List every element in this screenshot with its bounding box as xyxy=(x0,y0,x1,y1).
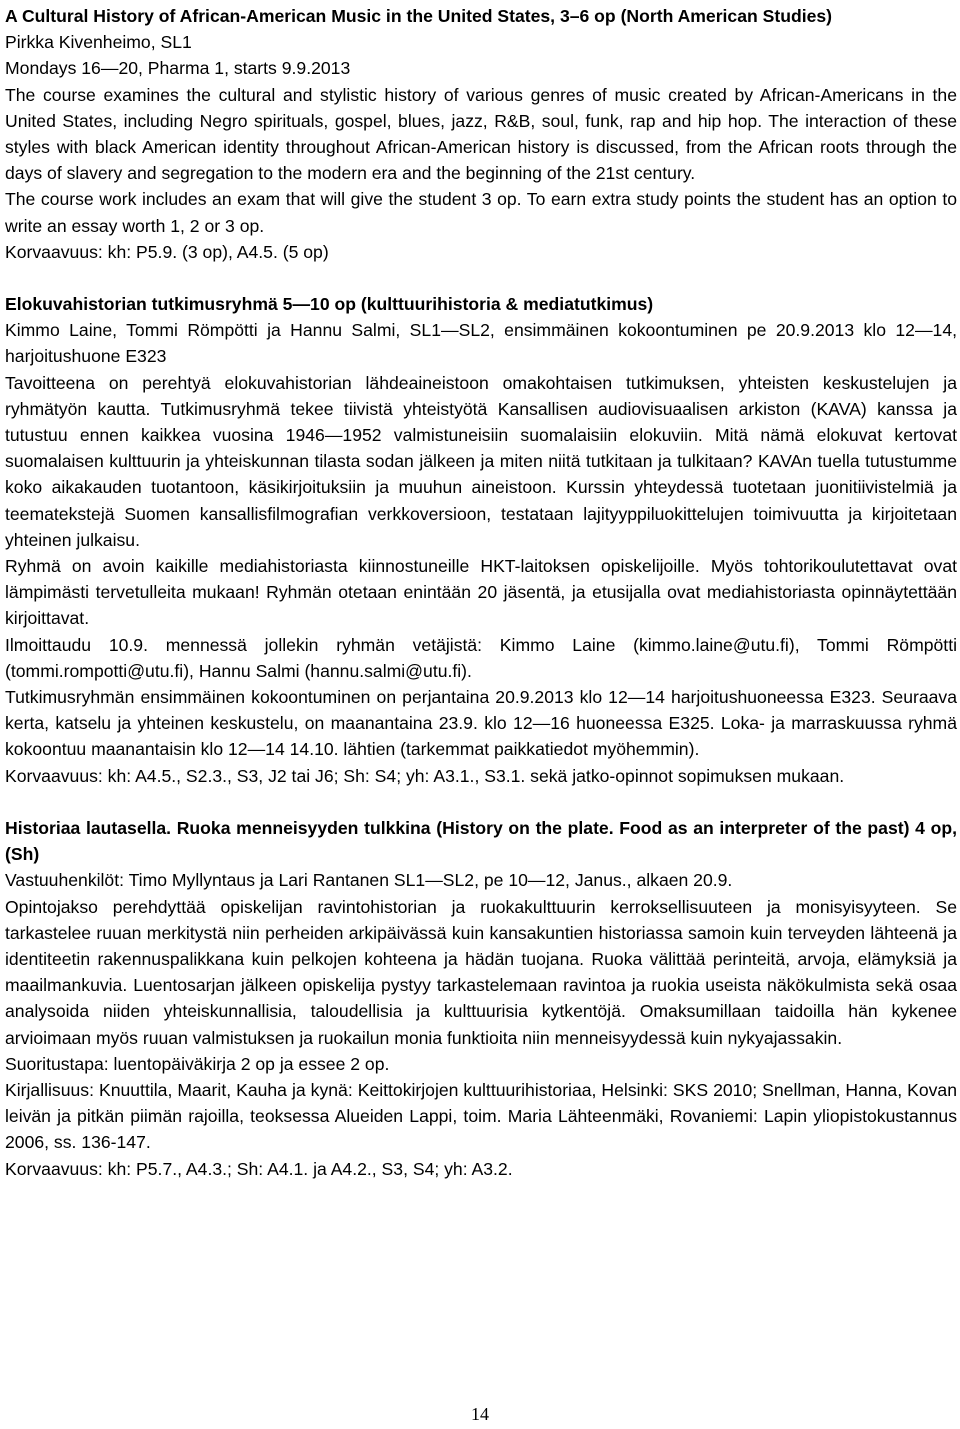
course-description: Tavoitteena on perehtyä elokuvahistorian lähdeaineistoon omakohtaisen tutkimuksen, yhteisten keskustelujen ja ryhmätyön kautta. Tutkimusryhmä tekee tiivistä yhteistyötä Kansallisen audiovisuaalisen arkiston (KAVA) kanssa ja tutustuu ennen kaikkea vuosina 1946—1952 valmistuneisiin suomalaisiin elokuviin. Mitä nämä elokuvat kertovat suomalaisen kulttuurin ja yhteiskunnan tilasta sodan jälkeen ja miten niitä tutkitaan ja tulkitaan? KAVAn tuella tutustumme koko aikakauden tuotantoon, käsikirjoituksiin ja muuhun aineistoon. Kurssin yhteydessä tuotetaan juonitiivistelmiä ja teematekstejä Suomen kansallisfilmografian verkkoversioon, testataan lajityyppiluokittelujen toimivuutta ja kirjoitetaan yhteinen julkaisu. xyxy=(5,372,957,550)
course-completion: Suoritustapa: luentopäiväkirja 2 op ja essee 2 op. xyxy=(5,1053,390,1074)
course-teachers-schedule: Kimmo Laine, Tommi Römpötti ja Hannu Salmi, SL1—SL2, ensimmäinen kokoontuminen pe 20.9.2013 klo 12—14, harjoitushuone E323 xyxy=(5,320,957,367)
course-title: Elokuvahistorian tutkimusryhmä 5—10 op (kulttuurihistoria & mediatutkimus) xyxy=(5,294,654,315)
page-number: 14 xyxy=(471,1404,489,1424)
course-history-on-the-plate xyxy=(5,815,957,1182)
document-page xyxy=(5,3,957,1182)
course-title: Historiaa lautasella. Ruoka menneisyyden tulkkina (History on the plate. Food as an interpreter of the past) 4 op, (Sh) xyxy=(5,817,957,865)
course-title: A Cultural History of African-American Music in the United States, 3–6 op (North American Studies) xyxy=(5,6,833,26)
course-equivalence: Korvaavuus: kh: A4.5., S2.3., S3, J2 tai J6; Sh: S4; yh: A3.1., S3.1. sekä jatko-opinnot sopimuksen mukaan. xyxy=(5,765,845,786)
course-literature: Kirjallisuus: Knuuttila, Maarit, Kauha ja kynä: Keittokirjojen kulttuurihistoriaa, Helsinki: SKS 2010; Snellman, Hanna, Kovan leivän ja pitkän piimän rajoilla, teoksessa Alueiden Lappi, toim. Maria Lähteenmäki, Rovaniemi: Lapin yliopistokustannus 2006, ss. 136-147. xyxy=(5,1079,957,1153)
course-schedule: Mondays 16—20, Pharma 1, starts 9.9.2013 xyxy=(5,58,351,79)
course-equivalence: Korvaavuus: kh: P5.7., A4.3.; Sh: A4.1. ja A4.2., S3, S4; yh: A3.2. xyxy=(5,1158,513,1179)
course-meetings: Tutkimusryhmän ensimmäinen kokoontuminen on perjantaina 20.9.2013 klo 12—14 harjoitushuoneessa E323. Seuraava kerta, katselu ja yhteinen keskustelu, on maanantaina 23.9. klo 12—16 huoneessa E325. Loka- ja marraskuussa ryhmä kokoontuu maanantaisin klo 12—14 14.10. lähtien (tarkemmat paikkatiedot myöhemmin). xyxy=(5,687,957,760)
course-equivalence: Korvaavuus: kh: P5.9. (3 op), A4.5. (5 op) xyxy=(5,241,329,262)
course-teachers-schedule: Vastuuhenkilöt: Timo Myllyntaus ja Lari Rantanen SL1—SL2, pe 10—12, Janus., alkaen 20.9. xyxy=(5,870,733,891)
course-teacher: Pirkka Kivenheimo, SL1 xyxy=(5,32,192,53)
course-film-history-group xyxy=(5,291,957,789)
course-african-american-music xyxy=(5,3,957,265)
course-audience: Ryhmä on avoin kaikille mediahistoriasta kiinnostuneille HKT-laitoksen opiskelijoille. Myös tohtorikoulutettavat ovat lämpimästi tervetulleita mukaan! Ryhmän otetaan enintään 20 jäsentä, ja etusijalla ovat mediahistoriasta opinnäytettään kirjoittavat. xyxy=(5,556,957,629)
course-registration: Ilmoittaudu 10.9. mennessä jollekin ryhmän vetäjistä: Kimmo Laine (kimmo.laine@utu.fi), Tommi Römpötti (tommi.rompotti@utu.fi), Hannu Salmi (hannu.salmi@utu.fi). xyxy=(5,634,957,681)
course-workload: The course work includes an exam that will give the student 3 op. To earn extra study points the student has an option to write an essay worth 1, 2 or 3 op. xyxy=(5,189,957,236)
course-description: Opintojakso perehdyttää opiskelijan ravintohistorian ja ruokakulttuurin kerroksellisuuteen ja monisyisyyteen. Se tarkastelee ruuan merkitystä niin perheiden arkipäivässä kuin kansakuntien historiassa samoin kuin terveyden lähteenä ja identiteetin rakennuspalikkana kuin pelkojen kohteena ja hädän tuojana. Ruoka välittää perinteitä, arvoja, elämyksiä ja maailmankuvia. Luentosarjan jälkeen opiskelija pystyy tarkastelemaan ravintoa ja ruokia useista näkökulmista sekä osaa analysoida niiden yhteiskunnallisia, taloudellisia ja kulttuurisia kytkentöjä. Omaksumillaan taidoilla hän kykenee arvioimaan myös ruuan valmistuksen ja ruokailun monia funktioita niin menneisyydessä kuin nykyajassakin. xyxy=(5,896,957,1048)
course-description: The course examines the cultural and stylistic history of various genres of music created by African-Americans in the United States, including Negro spirituals, gospel, blues, jazz, R&B, soul, funk, rap and hip hop. The interaction of these styles with black American identity throughout African-American history is discussed, from the African roots through the days of slavery and segregation to the modern era and the beginning of the 21st century. xyxy=(5,84,957,184)
